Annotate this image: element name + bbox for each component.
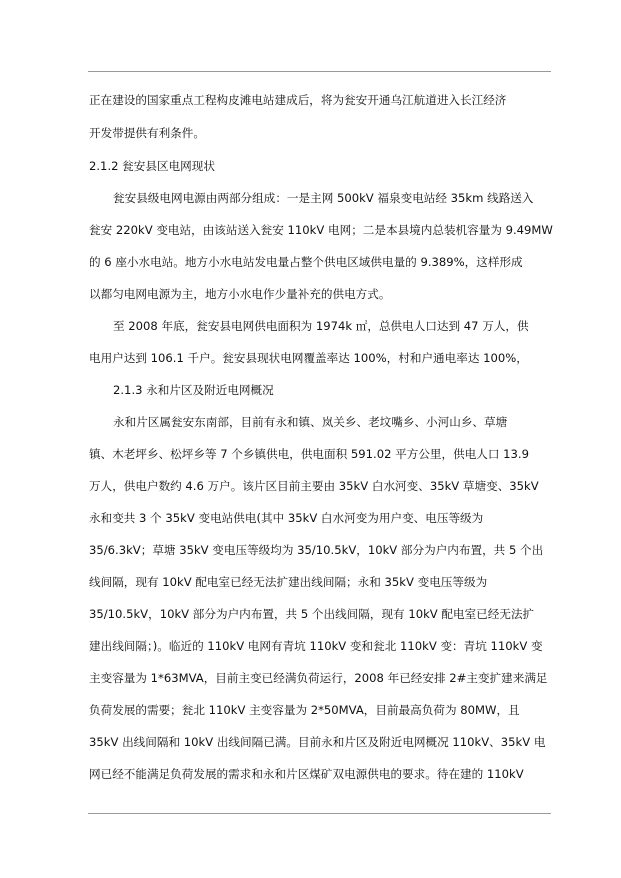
- section-heading-2-1-2: 2.1.2 瓮安县区电网现状: [89, 159, 215, 173]
- paragraph-line: 永和变共 3 个 35kV 变电站供电(其中 35kV 白水河变为用户变、电压等级为: [89, 511, 484, 525]
- paragraph-line: 35/6.3kV；草塘 35kV 变电压等级均为 35/10.5kV，10kV 部分为户内布置，共 5 个出: [89, 543, 544, 557]
- paragraph-line: 35kV 出线间隔和 10kV 出线间隔已满。目前永和片区及附近电网概况 110kV、35kV 电: [89, 735, 546, 749]
- paragraph-line: 负荷发展的需要；瓮北 110kV 主变容量为 2*50MVA，目前最高负荷为 80MW，且: [89, 703, 520, 717]
- paragraph-line: 网已经不能满足负荷发展的需求和永和片区煤矿双电源供电的要求。待在建的 110kV: [89, 767, 524, 781]
- paragraph-line: 电用户达到 106.1 千户。瓮安县现状电网覆盖率达 100%，村和户通电率达 100%，: [89, 351, 528, 365]
- paragraph-line: 主变容量为 1*63MVA，目前主变已经满负荷运行，2008 年已经安排 2#主变扩建来满足: [89, 671, 548, 685]
- paragraph-line: 35/10.5kV，10kV 部分为户内布置，共 5 个出线间隔，现有 10kV 配电室已经无法扩: [89, 607, 535, 621]
- paragraph-line: 正在建设的国家重点工程构皮滩电站建成后，将为瓮安开通乌江航道进入长江经济: [89, 93, 507, 107]
- paragraph-line: 线间隔，现有 10kV 配电室已经无法扩建出线间隔；永和 35kV 变电压等级为: [89, 575, 488, 589]
- section-heading-2-1-3: 2.1.3 永和片区及附近电网概况: [113, 383, 274, 397]
- paragraph-line: 至 2008 年底，瓮安县电网供电面积为 1974k ㎡，总供电人口达到 47 万人，供: [113, 319, 529, 333]
- paragraph-line: 以都匀电网电源为主，地方小水电作少量补充的供电方式。: [89, 287, 391, 301]
- paragraph-line: 建出线间隔；)。临近的 110kV 电网有青坑 110kV 变和瓮北 110kV 变：青坑 110kV 变: [89, 639, 543, 653]
- paragraph-line: 瓮安县级电网电源由两部分组成：一是主网 500kV 福泉变电站经 35km 线路送入: [113, 191, 534, 205]
- footer-rule: [88, 813, 551, 814]
- header-rule: [88, 71, 551, 72]
- paragraph-line: 永和片区属瓮安东南部，目前有永和镇、岚关乡、老坟嘴乡、小河山乡、草塘: [113, 415, 508, 429]
- paragraph-line: 镇、木老坪乡、松坪乡等 7 个乡镇供电，供电面积 591.02 平方公里，供电人口 13.9: [89, 447, 529, 461]
- paragraph-line: 万人，供电户数约 4.6 万户。该片区目前主要由 35kV 白水河变、35kV 草塘变、35kV: [89, 479, 539, 493]
- paragraph-line: 的 6 座小水电站。地方小水电站发电量占整个供电区域供电量的 9.389%，这样形成: [89, 255, 523, 269]
- paragraph-line: 瓮安 220kV 变电站，由该站送入瓮安 110kV 电网；二是本县境内总装机容量为 9.49MW: [89, 223, 553, 237]
- paragraph-line: 开发带提供有利条件。: [89, 126, 205, 140]
